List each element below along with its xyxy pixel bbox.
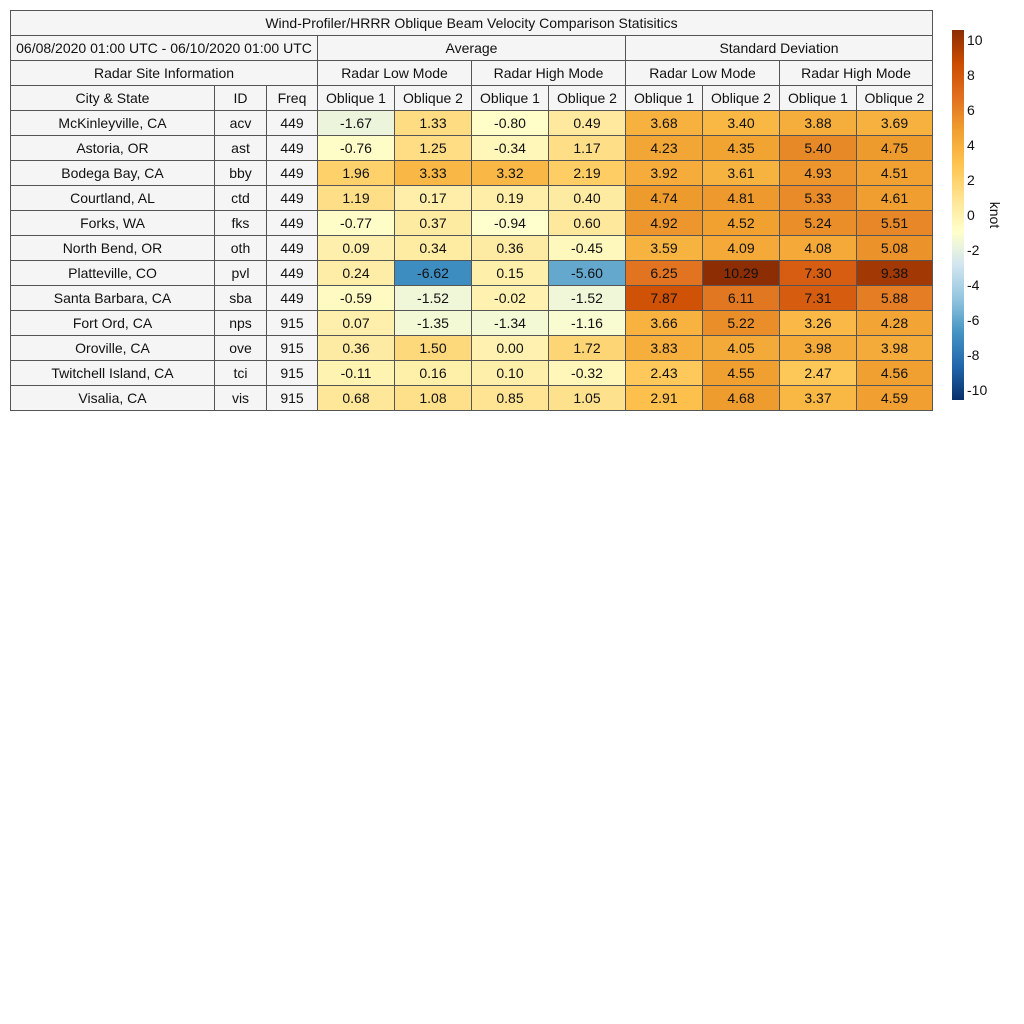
value-cell: -0.32 — [549, 361, 626, 386]
site-city: Courtland, AL — [11, 186, 215, 211]
value-cell: -0.45 — [549, 236, 626, 261]
column-header: Oblique 2 — [703, 86, 780, 111]
value-cell: 0.34 — [395, 236, 472, 261]
site-freq: 915 — [267, 386, 318, 411]
colorbar-tick-label: 10 — [967, 32, 983, 48]
value-cell: 4.28 — [857, 311, 933, 336]
table-row — [11, 186, 933, 211]
value-cell: 4.08 — [780, 236, 857, 261]
value-cell: -1.35 — [395, 311, 472, 336]
table-row — [11, 286, 933, 311]
table-row — [11, 361, 933, 386]
site-city: North Bend, OR — [11, 236, 215, 261]
colorbar-tick-label: -8 — [967, 347, 980, 363]
value-cell: 4.81 — [703, 186, 780, 211]
value-cell: 5.51 — [857, 211, 933, 236]
colorbar-tick-label: 0 — [967, 207, 975, 223]
site-city: Visalia, CA — [11, 386, 215, 411]
site-city: Astoria, OR — [11, 136, 215, 161]
value-cell: 0.00 — [472, 336, 549, 361]
value-cell: 4.09 — [703, 236, 780, 261]
value-cell: 3.32 — [472, 161, 549, 186]
column-header: City & State — [11, 86, 215, 111]
value-cell: 10.29 — [703, 261, 780, 286]
site-freq: 915 — [267, 361, 318, 386]
colorbar-tick-label: 2 — [967, 172, 975, 188]
site-city: Forks, WA — [11, 211, 215, 236]
value-cell: 4.35 — [703, 136, 780, 161]
site-id: oth — [215, 236, 267, 261]
std-low-mode-header: Radar Low Mode — [626, 61, 780, 86]
table-row — [11, 211, 933, 236]
column-header: Oblique 1 — [318, 86, 395, 111]
value-cell: 1.72 — [549, 336, 626, 361]
site-info-header: Radar Site Information — [11, 61, 318, 86]
column-header: ID — [215, 86, 267, 111]
std-high-mode-header: Radar High Mode — [780, 61, 933, 86]
colorbar-tick-label: -6 — [967, 312, 980, 328]
value-cell: 4.59 — [857, 386, 933, 411]
value-cell: 0.40 — [549, 186, 626, 211]
site-id: sba — [215, 286, 267, 311]
date-range: 06/08/2020 01:00 UTC - 06/10/2020 01:00 UTC — [11, 36, 318, 61]
table-row — [11, 161, 933, 186]
value-cell: 3.69 — [857, 111, 933, 136]
site-freq: 915 — [267, 311, 318, 336]
column-header: Oblique 2 — [549, 86, 626, 111]
value-cell: 6.25 — [626, 261, 703, 286]
value-cell: -1.52 — [549, 286, 626, 311]
value-cell: -1.16 — [549, 311, 626, 336]
colorbar-tick-label: -10 — [967, 382, 988, 398]
table-row — [11, 311, 933, 336]
value-cell: 0.36 — [472, 236, 549, 261]
value-cell: 7.30 — [780, 261, 857, 286]
value-cell: 7.31 — [780, 286, 857, 311]
colorbar-tick-label: -2 — [967, 242, 980, 258]
value-cell: 4.61 — [857, 186, 933, 211]
value-cell: 0.60 — [549, 211, 626, 236]
value-cell: 5.33 — [780, 186, 857, 211]
site-freq: 449 — [267, 161, 318, 186]
site-id: acv — [215, 111, 267, 136]
value-cell: 4.51 — [857, 161, 933, 186]
value-cell: 3.98 — [857, 336, 933, 361]
value-cell: -0.02 — [472, 286, 549, 311]
value-cell: 1.19 — [318, 186, 395, 211]
value-cell: -0.80 — [472, 111, 549, 136]
site-city: Fort Ord, CA — [11, 311, 215, 336]
value-cell: 0.68 — [318, 386, 395, 411]
value-cell: 1.33 — [395, 111, 472, 136]
value-cell: -0.94 — [472, 211, 549, 236]
value-cell: -0.76 — [318, 136, 395, 161]
stats-table — [10, 10, 933, 411]
value-cell: 3.40 — [703, 111, 780, 136]
site-city: Platteville, CO — [11, 261, 215, 286]
value-cell: -6.62 — [395, 261, 472, 286]
colorbar-tick-label: 8 — [967, 67, 975, 83]
colorbar — [940, 30, 1003, 410]
value-cell: 3.61 — [703, 161, 780, 186]
value-cell: 3.98 — [780, 336, 857, 361]
table-title: Wind-Profiler/HRRR Oblique Beam Velocity Comparison Statisitics — [11, 11, 933, 36]
site-city: Twitchell Island, CA — [11, 361, 215, 386]
value-cell: 0.37 — [395, 211, 472, 236]
value-cell: 4.05 — [703, 336, 780, 361]
value-cell: 3.26 — [780, 311, 857, 336]
value-cell: 1.17 — [549, 136, 626, 161]
value-cell: 3.66 — [626, 311, 703, 336]
column-header: Oblique 1 — [626, 86, 703, 111]
value-cell: 0.15 — [472, 261, 549, 286]
value-cell: 3.33 — [395, 161, 472, 186]
value-cell: 5.40 — [780, 136, 857, 161]
value-cell: 2.43 — [626, 361, 703, 386]
value-cell: 5.88 — [857, 286, 933, 311]
value-cell: 3.59 — [626, 236, 703, 261]
site-id: tci — [215, 361, 267, 386]
value-cell: 3.68 — [626, 111, 703, 136]
value-cell: 0.36 — [318, 336, 395, 361]
average-group-header: Average — [318, 36, 626, 61]
site-freq: 449 — [267, 286, 318, 311]
colorbar-gradient — [952, 30, 964, 400]
value-cell: 4.68 — [703, 386, 780, 411]
value-cell: 1.08 — [395, 386, 472, 411]
value-cell: 4.92 — [626, 211, 703, 236]
table-row — [11, 111, 933, 136]
value-cell: 6.11 — [703, 286, 780, 311]
avg-high-mode-header: Radar High Mode — [472, 61, 626, 86]
value-cell: 1.25 — [395, 136, 472, 161]
column-header: Oblique 1 — [472, 86, 549, 111]
site-freq: 449 — [267, 111, 318, 136]
value-cell: -5.60 — [549, 261, 626, 286]
column-header: Freq — [267, 86, 318, 111]
site-city: McKinleyville, CA — [11, 111, 215, 136]
site-id: pvl — [215, 261, 267, 286]
site-id: nps — [215, 311, 267, 336]
value-cell: 5.08 — [857, 236, 933, 261]
value-cell: 1.96 — [318, 161, 395, 186]
value-cell: 5.24 — [780, 211, 857, 236]
table-row — [11, 386, 933, 411]
value-cell: -0.34 — [472, 136, 549, 161]
value-cell: 2.19 — [549, 161, 626, 186]
value-cell: 1.50 — [395, 336, 472, 361]
value-cell: 7.87 — [626, 286, 703, 311]
colorbar-tick-label: 4 — [967, 137, 975, 153]
value-cell: 0.09 — [318, 236, 395, 261]
value-cell: 3.83 — [626, 336, 703, 361]
value-cell: 0.85 — [472, 386, 549, 411]
value-cell: -1.52 — [395, 286, 472, 311]
value-cell: 0.49 — [549, 111, 626, 136]
value-cell: 0.10 — [472, 361, 549, 386]
value-cell: 3.37 — [780, 386, 857, 411]
site-id: fks — [215, 211, 267, 236]
value-cell: 0.17 — [395, 186, 472, 211]
site-city: Oroville, CA — [11, 336, 215, 361]
colorbar-tick-label: 6 — [967, 102, 975, 118]
value-cell: -0.77 — [318, 211, 395, 236]
colorbar-label: knot — [987, 201, 1003, 229]
value-cell: 0.16 — [395, 361, 472, 386]
site-freq: 449 — [267, 236, 318, 261]
value-cell: 0.07 — [318, 311, 395, 336]
value-cell: 2.91 — [626, 386, 703, 411]
value-cell: 4.55 — [703, 361, 780, 386]
site-freq: 449 — [267, 261, 318, 286]
site-id: ast — [215, 136, 267, 161]
column-header: Oblique 2 — [857, 86, 933, 111]
value-cell: 4.56 — [857, 361, 933, 386]
value-cell: -1.34 — [472, 311, 549, 336]
site-id: bby — [215, 161, 267, 186]
site-freq: 449 — [267, 136, 318, 161]
value-cell: 2.47 — [780, 361, 857, 386]
value-cell: 4.93 — [780, 161, 857, 186]
value-cell: -0.11 — [318, 361, 395, 386]
site-freq: 449 — [267, 186, 318, 211]
table-row — [11, 336, 933, 361]
value-cell: -0.59 — [318, 286, 395, 311]
value-cell: 4.23 — [626, 136, 703, 161]
value-cell: 3.92 — [626, 161, 703, 186]
value-cell: 0.19 — [472, 186, 549, 211]
table-row — [11, 236, 933, 261]
site-freq: 915 — [267, 336, 318, 361]
value-cell: 3.88 — [780, 111, 857, 136]
site-id: ctd — [215, 186, 267, 211]
std-group-header: Standard Deviation — [626, 36, 933, 61]
table-row — [11, 136, 933, 161]
value-cell: -1.67 — [318, 111, 395, 136]
site-freq: 449 — [267, 211, 318, 236]
value-cell: 4.74 — [626, 186, 703, 211]
site-id: vis — [215, 386, 267, 411]
value-cell: 5.22 — [703, 311, 780, 336]
column-header: Oblique 2 — [395, 86, 472, 111]
value-cell: 4.52 — [703, 211, 780, 236]
value-cell: 9.38 — [857, 261, 933, 286]
site-city: Bodega Bay, CA — [11, 161, 215, 186]
site-city: Santa Barbara, CA — [11, 286, 215, 311]
value-cell: 1.05 — [549, 386, 626, 411]
colorbar-tick-label: -4 — [967, 277, 980, 293]
value-cell: 0.24 — [318, 261, 395, 286]
avg-low-mode-header: Radar Low Mode — [318, 61, 472, 86]
table-row — [11, 261, 933, 286]
site-id: ove — [215, 336, 267, 361]
value-cell: 4.75 — [857, 136, 933, 161]
column-header: Oblique 1 — [780, 86, 857, 111]
